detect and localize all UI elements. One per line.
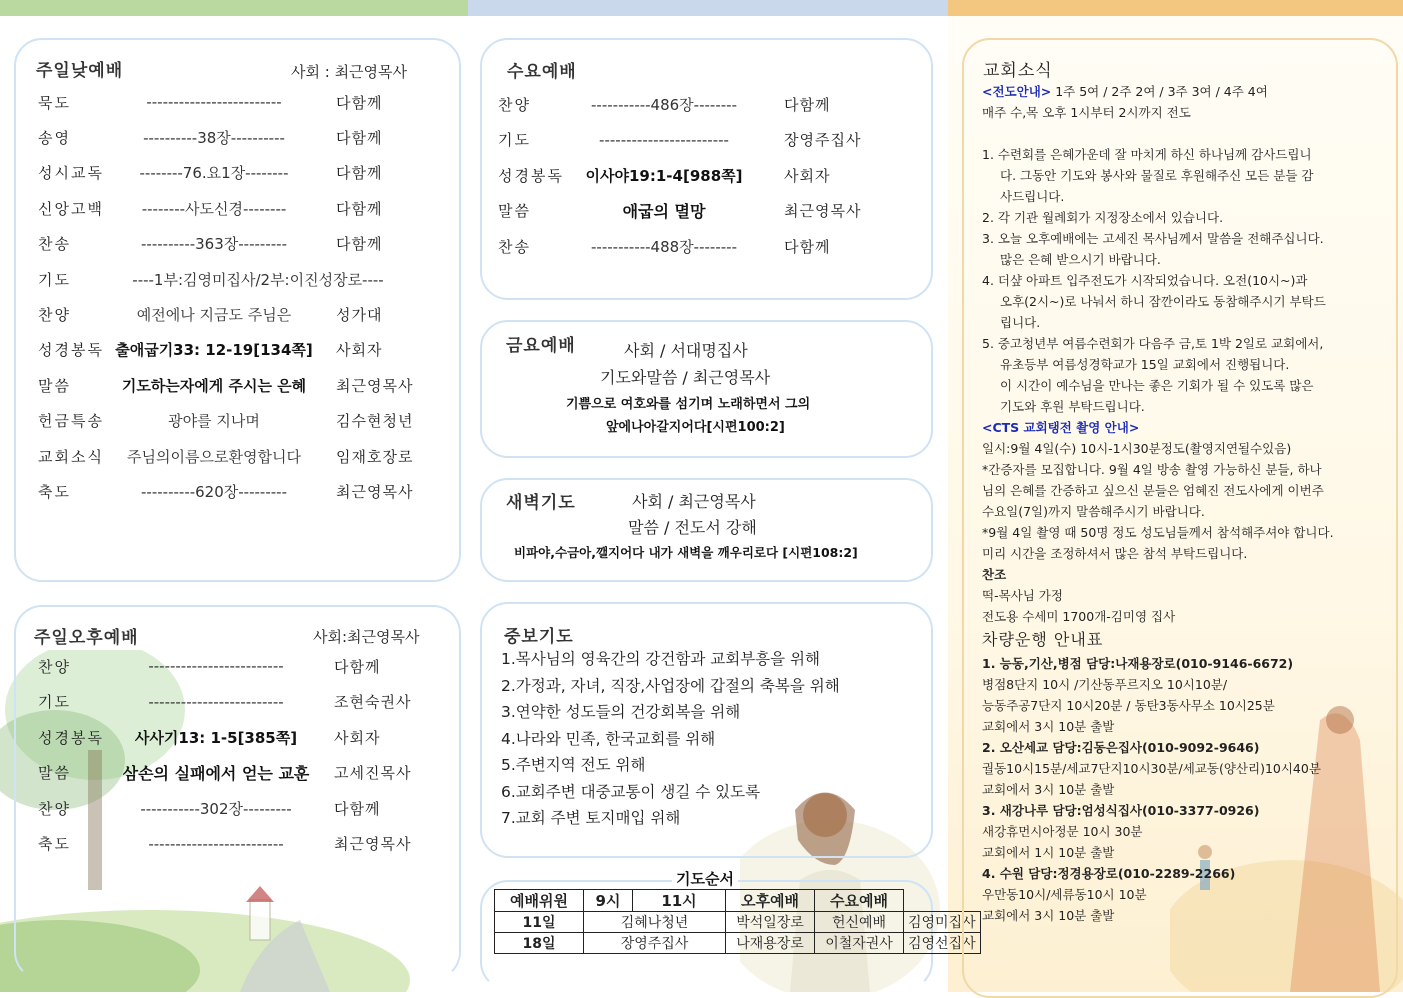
table-cell: 나재용장로 [726,933,815,954]
order-row [498,89,868,119]
friday-host: 사회 / 서대명집사 [624,341,748,360]
vehicle-route-line: 궐동10시15분/세교7단지10시30분/세교동(양산리)10시40분 [982,761,1321,776]
vehicle-route-line: 교회에서 3시 10분 출발 [982,908,1115,923]
order-item-label: 성시교독 [38,164,104,183]
order-row [38,335,420,365]
news-item: 4. 더샾 아파트 입주전도가 시작되었습니다. 오전(10시~)과 [982,273,1308,288]
dawn-sermon: 말씀 / 전도서 강해 [628,518,757,537]
order-item-leader: 다함께 [784,95,831,114]
vehicle-route-line: 교회에서 3시 10분 출발 [982,782,1115,797]
order-row [498,231,868,261]
order-row [38,758,418,788]
evangelism-text: 1주 5여 / 2주 2여 / 3주 3여 / 4주 4여 [1051,84,1268,99]
sunday-pm-title: 주일오후예배 [34,628,139,648]
order-row [38,122,420,152]
order-row [38,299,420,329]
intercession-title: 중보기도 [504,627,574,647]
vehicle-route-line: 새강휴먼시아정문 10시 30분 [982,824,1143,839]
table-row [495,912,981,933]
news-title: 교회소식 [983,61,1053,81]
order-item-leader: 사회자 [336,341,383,360]
news-item: 2. 각 기관 월례회가 지정장소에서 있습니다. [982,210,1224,225]
order-item-leader: 다함께 [336,235,383,254]
order-item-label: 찬양 [38,799,71,818]
cts-line: 미리 시간을 조정하셔서 많은 참석 부탁드립니다. [982,546,1248,561]
order-row [498,196,868,226]
order-item-label: 찬양 [38,305,71,324]
friday-title: 금요예배 [506,336,576,356]
order-item-content: ----------620장--------- [141,482,287,501]
table-header: 9시 [584,890,633,912]
news-item: 유초등부 여름성경학교가 15일 교회에서 진행됩니다. [1000,357,1290,372]
order-item-label: 말씀 [38,376,71,395]
order-item-content: ------------------------ [599,130,729,149]
order-item-label: 기도 [38,693,71,711]
order-item-label: 찬송 [38,235,71,254]
order-row [38,651,418,681]
thanks-line: 떡-목사님 가정 [982,588,1063,603]
order-row [38,687,418,717]
order-item-label: 축도 [38,482,71,501]
order-item-content: 예전에나 지금도 주님은 [136,305,292,324]
order-row [38,793,418,823]
news-item: 오후(2시~)로 나눠서 하니 잠깐이라도 동참해주시기 부탁드 [1000,294,1326,309]
table-cell: 박석일장로 [726,912,815,933]
order-item-label: 헌금특송 [38,412,104,431]
table-cell: 김영선집사 [904,933,981,954]
vehicle-title: 차량운행 안내표 [982,630,1104,649]
prayer-order-table [494,889,981,954]
order-row [38,829,418,859]
intercession-item: 1.목사님의 영육간의 강건함과 교회부흥을 위해 [501,650,820,668]
table-header: 오후예배 [726,890,815,912]
order-item-content: --------사도신경-------- [141,199,287,218]
table-cell: 이철자권사 [815,933,904,954]
news-item: 많은 은혜 받으시기 바랍니다. [1000,252,1161,267]
sunday-am-host: 사회 : 최근영목사 [291,63,408,81]
news-item: 3. 오늘 오후예배에는 고세진 목사님께서 말씀을 전해주십니다. [982,231,1324,246]
order-item-label: 송영 [38,128,71,147]
intercession-item: 7.교회 주변 토지매입 위해 [501,809,681,827]
order-row [38,406,420,436]
vehicle-route-line: 병점8단지 10시 /기산동푸르지오 10시10분/ [982,677,1228,692]
order-item-content: --------76.요1장-------- [139,164,289,183]
friday-sermon: 기도와말씀 / 최근영목사 [600,368,771,387]
order-item-label: 묵도 [38,93,71,112]
order-item-leader: 다함께 [336,93,383,112]
order-item-content: 삼손의 실패에서 얻는 교훈 [122,764,310,783]
order-item-label: 신앙고백 [38,199,104,218]
order-row [38,158,420,188]
order-row [498,160,868,190]
news-item: 사드립니다. [1000,189,1065,204]
prayer-order-title: 기도순서 [672,868,738,889]
top-bar-green [0,0,468,16]
order-row [38,441,420,471]
sunday-pm-host: 사회:최근영목사 [313,628,420,646]
order-row [38,370,420,400]
order-item-leader: 최근영목사 [336,376,414,395]
vehicle-route-line: 우만동10시/세류동10시 10분 [982,887,1147,902]
order-row [38,229,420,259]
order-item-label: 말씀 [498,202,531,220]
news-item: 5. 중고청년부 여름수련회가 다음주 금,토 1박 2일로 교회에서, [982,336,1324,351]
intercession-item: 2.가정과, 자녀, 직장,사업장에 갑절의 축복을 위해 [501,676,840,695]
order-item-label: 성경봉독 [498,166,564,185]
vehicle-route-head: 3. 새강나루 담당:엄성식집사(010-3377-0926) [982,803,1260,818]
cts-line: 수요일(7일)까지 말씀해주시기 바랍니다. [982,504,1205,519]
order-row [38,87,420,117]
cts-line: *9월 4일 촬영 때 50명 정도 성도님들께서 참석해주셔야 합니다. [982,525,1334,540]
vehicle-route-line: 교회에서 1시 10분 출발 [982,845,1115,860]
order-item-leader: 고세진목사 [334,764,412,782]
news-body [982,81,1354,926]
order-row [38,476,420,506]
order-item-label: 말씀 [38,764,71,782]
order-row [498,125,868,155]
table-row [495,933,981,954]
friday-verse-1: 기쁨으로 여호와를 섬기며 노래하면서 그의 [566,397,811,412]
order-item-content: -----------486장-------- [591,95,737,114]
order-item-label: 기도 [38,270,71,289]
cts-label: <CTS 교회탱전 촬영 안내> [982,420,1140,435]
table-header: 예배위원 [495,890,584,912]
top-bar-blue [468,0,948,16]
order-item-leader: 임재호장로 [336,447,414,466]
order-item-leader: 다함께 [336,199,383,218]
table-header: 11시 [633,890,726,912]
evangelism-line [982,81,1354,102]
order-item-leader: 최근영목사 [784,202,862,220]
order-item-content: 이사야19:1-4[988쪽] [585,166,743,185]
news-item: 다. 그동안 기도와 봉사와 물질로 후원해주신 모든 분들 감 [1000,168,1314,183]
vehicle-route-head: 1. 능동,기산,병점 담당:나재용장로(010-9146-6672) [982,656,1294,671]
order-item-content: ------------------------- [148,692,284,711]
intercession-item: 5.주변지역 전도 위해 [501,756,646,774]
order-item-content: ------------------------- [148,834,284,853]
order-item-label: 찬양 [498,95,531,114]
order-item-leader: 다함께 [334,799,381,818]
order-item-label: 교회소식 [38,447,104,466]
dawn-title: 새벽기도 [506,493,576,513]
order-item-content: 주님의이름으로환영합니다 [127,447,301,466]
vehicle-route-head: 4. 수원 담당:정경용장로(010-2289-2266) [982,866,1236,881]
evangelism-time: 매주 수,목 오후 1시부터 2시까지 전도 [982,105,1191,120]
order-item-label: 성경봉독 [38,728,104,747]
table-cell: 김혜나청년 [584,912,726,933]
wednesday-title: 수요예배 [507,62,577,82]
order-item-content: -----------488장-------- [591,237,737,256]
table-header: 수요예배 [815,890,904,912]
order-row [38,264,424,294]
prayer-order-header-row [495,890,981,912]
order-item-content: ----1부:김영미집사/2부:이진성장로---- [132,270,384,289]
order-item-leader: 장영주집사 [784,131,862,149]
order-item-content: 광야를 지나며 [168,412,260,431]
intercession-item: 3.연약한 성도들의 건강회복을 위해 [501,703,741,721]
vehicle-route-line: 능동주공7단지 10시20분 / 동탄3동사무소 10시25분 [982,698,1275,713]
order-item-leader: 사회자 [334,728,381,747]
friday-verse-2: 앞에나아갈지어다[시편100:2] [606,420,785,435]
order-item-leader: 최근영목사 [334,835,412,853]
order-item-label: 성경봉독 [38,341,104,360]
table-cell: 헌신예배 [815,912,904,933]
vehicle-route-line: 교회에서 3시 10분 출발 [982,719,1115,734]
order-item-label: 기도 [498,131,531,149]
order-item-content: ------------------------- [146,93,282,111]
order-item-leader: 조현숙권사 [334,693,412,711]
top-bar-orange [948,0,1403,16]
order-item-label: 찬송 [498,237,531,256]
cts-line: *간증자를 모집합니다. 9월 4일 방송 촬영 가능하신 분들, 하나 [982,462,1322,477]
table-cell: 11일 [495,912,584,933]
vehicle-route-head: 2. 오산세교 담당:김동은집사(010-9092-9646) [982,740,1260,755]
order-row [38,722,418,752]
order-item-label: 찬양 [38,657,71,676]
news-item: 이 시간이 예수님을 만나는 좋은 기회가 될 수 있도록 많은 [1000,378,1314,393]
intercession-item: 6.교회주변 대중교통이 생길 수 있도록 [501,782,761,801]
vehicle-list [982,653,1354,926]
order-item-leader: 다함께 [334,657,381,676]
order-item-content: 기도하는자에게 주시는 은혜 [121,376,307,395]
order-item-label: 축도 [38,835,71,853]
cts-line: 일시:9월 4일(수) 10시-1시30분정도(촬영지연될수있음) [982,441,1292,456]
table-cell: 장영주집사 [584,933,726,954]
order-item-leader: 최근영목사 [336,482,414,501]
thanks-line: 전도용 수세미 1700개-김미영 집사 [982,609,1176,624]
order-row [38,193,420,223]
order-item-leader: 다함께 [336,128,383,147]
order-item-content: ----------38장---------- [143,128,285,147]
order-item-content: ----------363장--------- [141,235,287,254]
order-item-content: ------------------------- [148,657,284,675]
dawn-verse: 비파야,수금아,깰지어다 내가 새벽을 깨우리로다 [시편108:2] [514,545,858,560]
order-item-content: -----------302장--------- [140,799,292,818]
cts-line: 님의 은혜를 간증하고 싶으신 분들은 엄혜진 전도사에게 이번주 [982,483,1324,498]
sunday-am-title: 주일낮예배 [36,61,124,81]
order-item-content: 사사기13: 1-5[385쪽] [134,728,298,747]
intercession-item: 4.나라와 민족, 한국교회를 위해 [501,729,716,748]
thanks-label: 찬조 [982,567,1007,582]
order-item-leader: 다함께 [336,164,383,183]
news-item: 기도와 후원 부탁드립니다. [1000,399,1145,414]
news-item: 1. 수련회를 은혜가운데 잘 마치게 하신 하나님께 감사드립니 [982,147,1312,162]
order-item-leader: 다함께 [784,237,831,256]
order-item-leader: 성가대 [336,305,383,324]
order-item-content: 출애굽기33: 12-19[134쪽] [115,341,313,360]
news-item: 립니다. [1000,315,1041,330]
table-cell: 18일 [495,933,584,954]
order-item-leader: 사회자 [784,166,831,185]
table-cell: 김영미집사 [904,912,981,933]
order-item-content: 애굽의 멸망 [622,202,706,221]
dawn-host: 사회 / 최근영목사 [632,492,756,511]
order-item-leader: 김수현청년 [336,412,414,431]
evangelism-label: <전도안내> [982,84,1052,99]
